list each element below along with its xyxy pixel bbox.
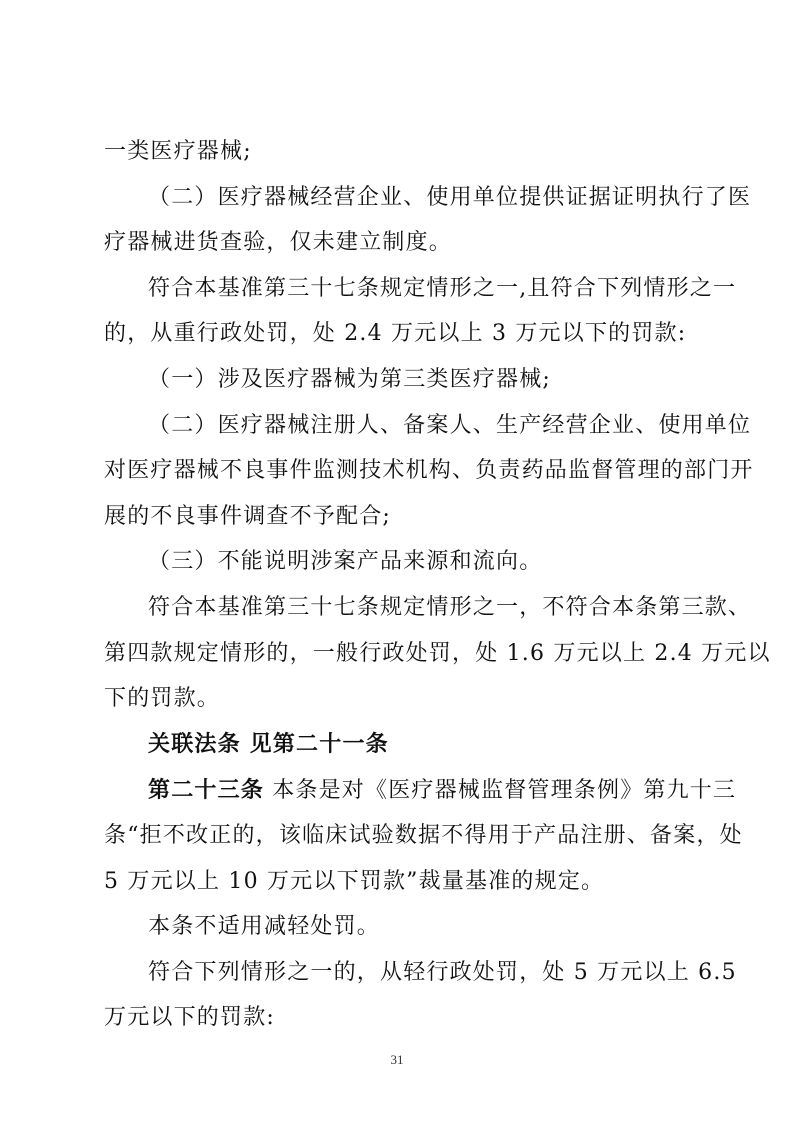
text-line: 一类医疗器械; — [104, 139, 252, 164]
text-line: （三）不能说明涉案产品来源和流向。 — [148, 549, 543, 574]
text-line: 的，从重行政处罚，处 2.4 万元以上 3 万元以下的罚款: — [104, 321, 687, 346]
article-title: 第二十三条 — [148, 778, 265, 803]
article-first-line — [148, 776, 736, 806]
text-line: （一）涉及医疗器械为第三类医疗器械; — [148, 367, 552, 392]
text-line: （二）医疗器械经营企业、使用单位提供证据证明执行了医 — [148, 185, 752, 210]
text-line: （二）医疗器械注册人、备案人、生产经营企业、使用单位 — [148, 413, 752, 438]
text-line: 展的不良事件调查不予配合; — [104, 504, 392, 529]
text-line: 5 万元以上 10 万元以下罚款”裁量基准的规定。 — [104, 869, 605, 894]
text-line: 第四款规定情形的，一般行政处罚，处 1.6 万元以上 2.4 万元以 — [104, 641, 771, 666]
text-line: 符合下列情形之一的，从轻行政处罚，处 5 万元以上 6.5 — [148, 960, 737, 985]
article-text: 本条是对《医疗器械监督管理条例》第九十三 — [264, 778, 737, 803]
text-line: 下的罚款。 — [104, 686, 221, 711]
text-line: 万元以下的罚款: — [104, 1005, 276, 1030]
text-line: 符合本基准第三十七条规定情形之一，不符合本条第三款、 — [148, 595, 752, 620]
related-articles-heading: 关联法条 见第二十一条 — [148, 732, 389, 757]
text-line: 本条不适用减轻处罚。 — [148, 914, 381, 939]
text-line: 对医疗器械不良事件监测技术机构、负责药品监督管理的部门开 — [104, 458, 754, 483]
text-line: 疗器械进货查验，仅未建立制度。 — [104, 230, 453, 255]
page-number: 31 — [390, 1052, 404, 1067]
text-line: 符合本基准第三十七条规定情形之一,且符合下列情形之一 — [148, 276, 737, 301]
text-line: 条“拒不改正的，该临床试验数据不得用于产品注册、备案，处 — [104, 823, 743, 848]
